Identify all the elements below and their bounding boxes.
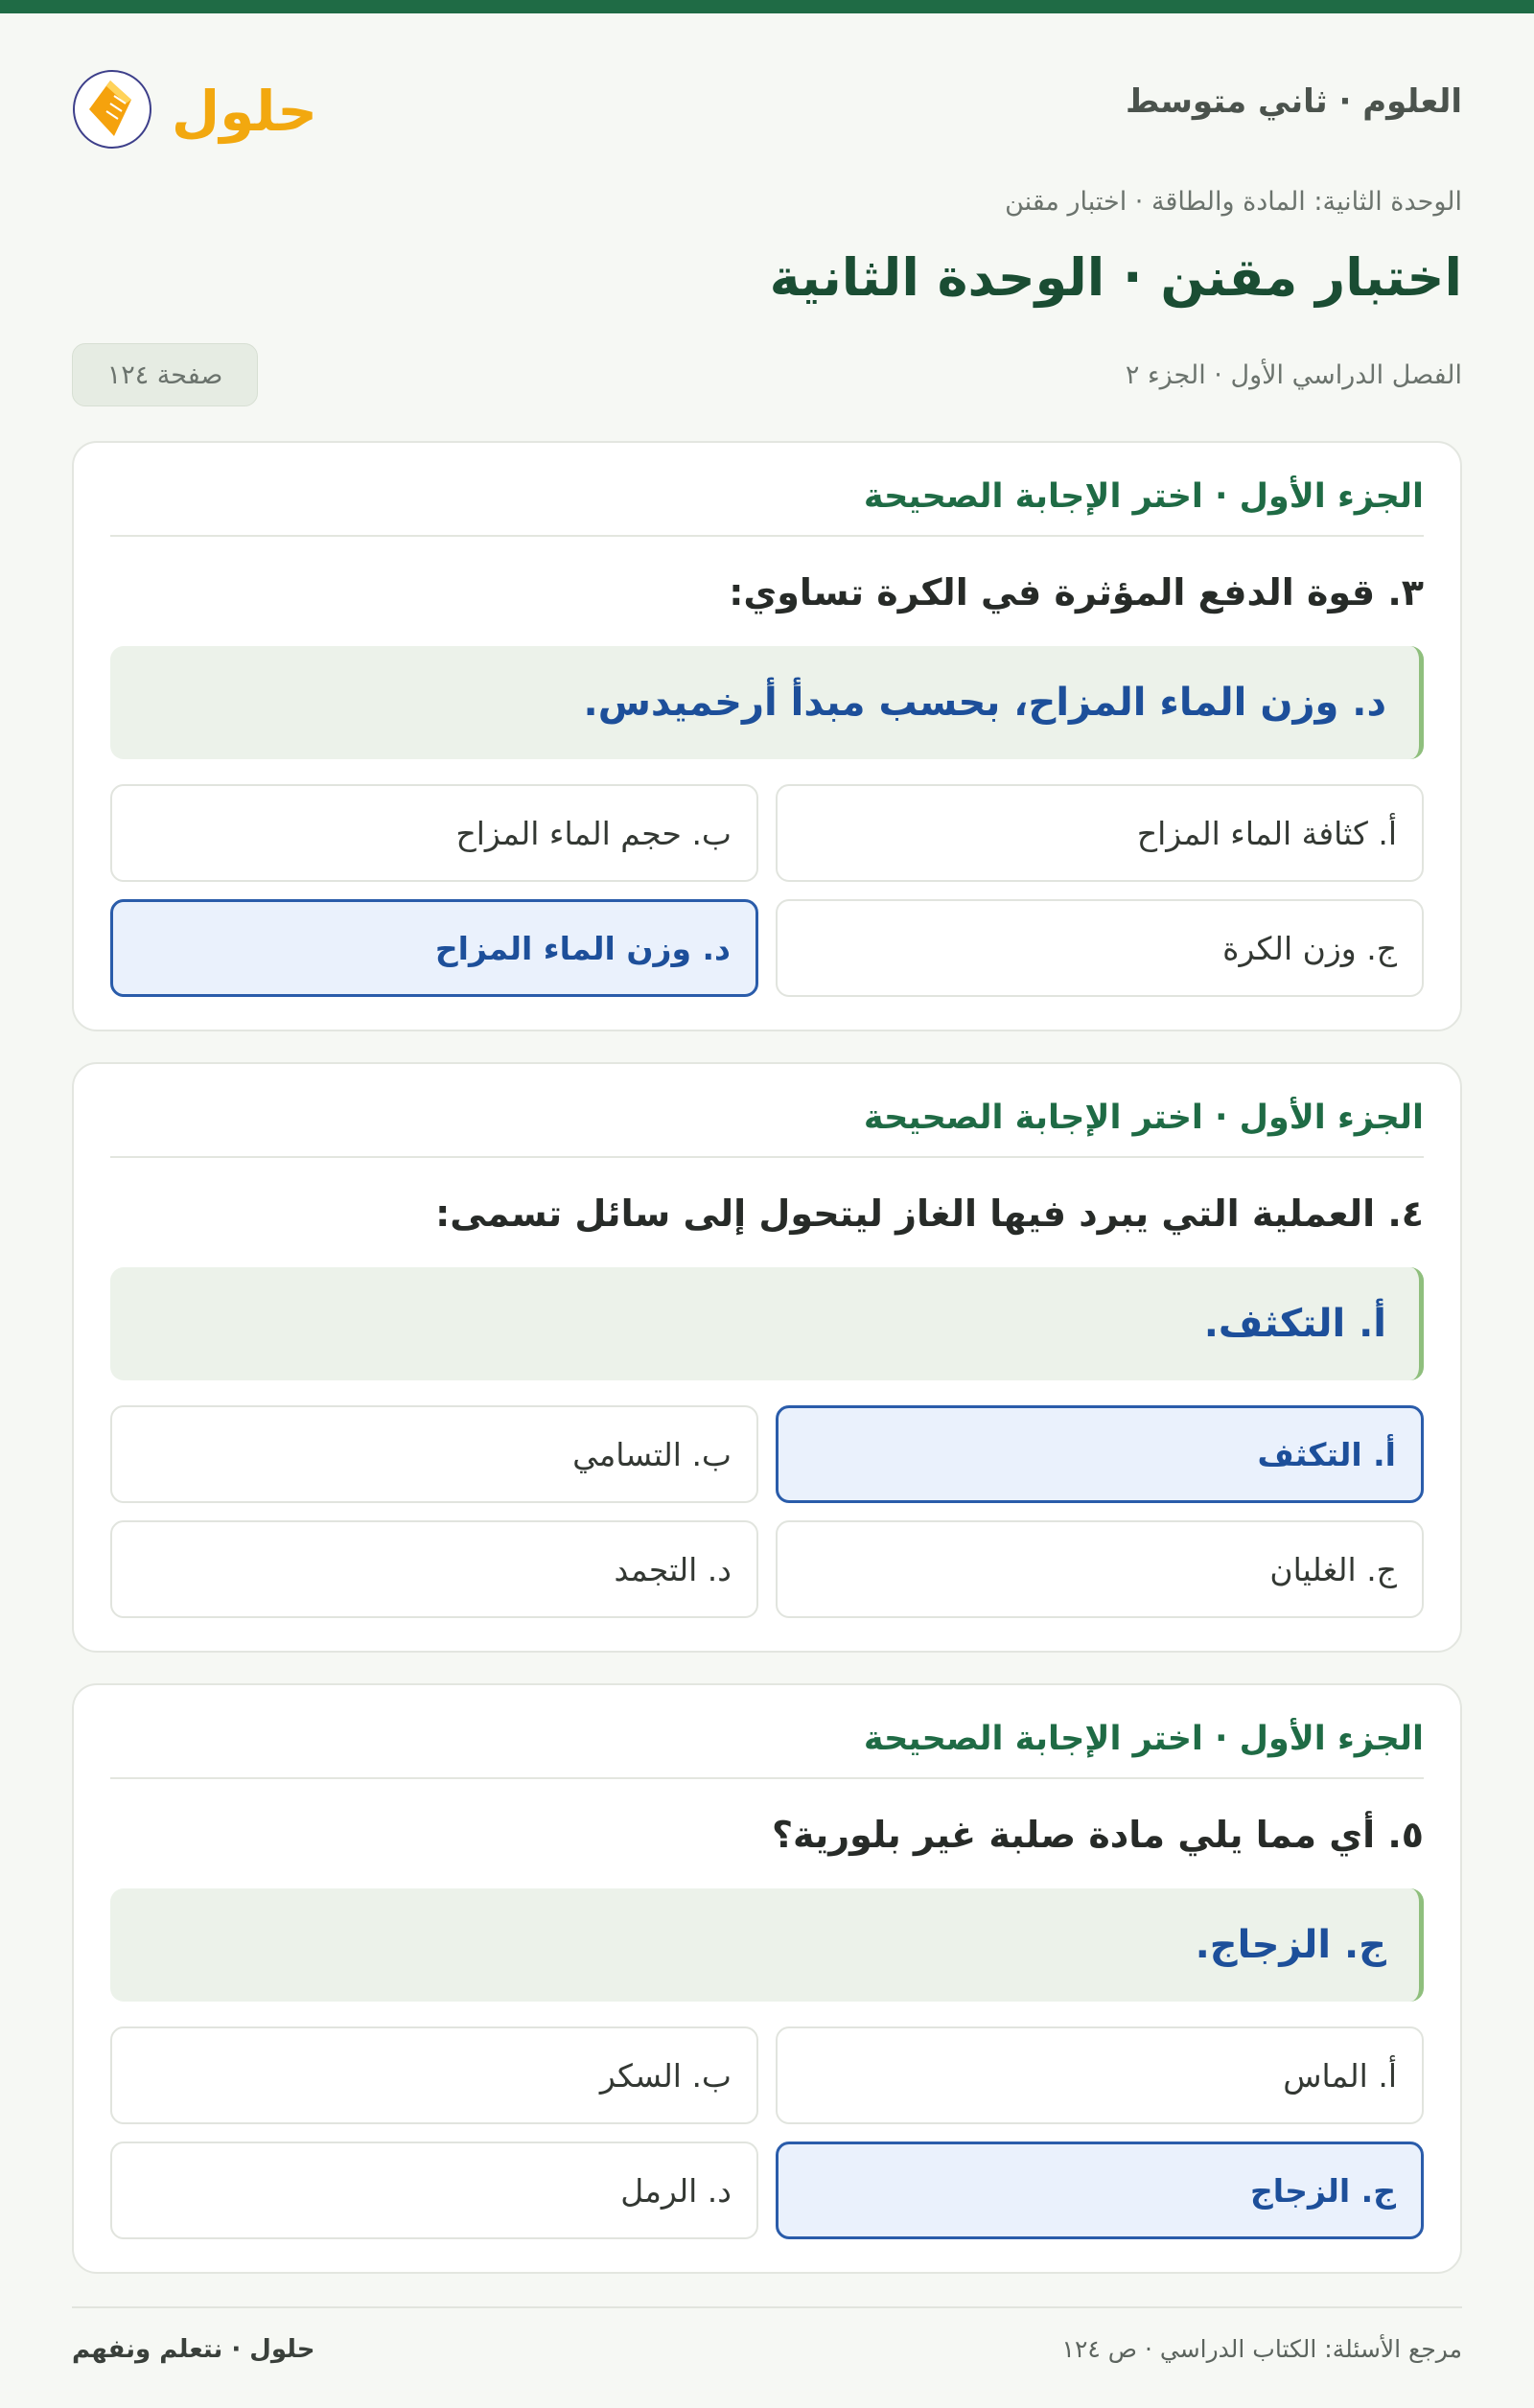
- option-c[interactable]: ج. وزن الكرة: [776, 899, 1424, 997]
- option-c[interactable]: ج. الغليان: [776, 1520, 1424, 1618]
- answer-box: [110, 1888, 1424, 2002]
- option-b[interactable]: ب. حجم الماء المزاح: [110, 784, 758, 882]
- question-text: ٣. قوة الدفع المؤثرة في الكرة تساوي:: [729, 571, 1424, 614]
- answer-text: أ. التكثف.: [1203, 1302, 1386, 1346]
- option-a[interactable]: أ. الماس: [776, 2026, 1424, 2124]
- section-divider: [110, 1156, 1424, 1158]
- answer-box: [110, 1267, 1424, 1380]
- answer-box: [110, 646, 1424, 759]
- semester-label: الفصل الدراسي الأول · الجزء ٢: [1125, 360, 1462, 390]
- breadcrumb: الوحدة الثانية: المادة والطاقة · اختبار مقنن: [1005, 187, 1462, 217]
- section-divider: [110, 1777, 1424, 1779]
- question-text: ٥. أي مما يلي مادة صلبة غير بلورية؟: [771, 1814, 1424, 1856]
- option-d-selected[interactable]: د. وزن الماء المزاح: [110, 899, 758, 997]
- question-text: ٤. العملية التي يبرد فيها الغاز ليتحول إلى سائل تسمى:: [435, 1192, 1424, 1235]
- top-accent-bar: [0, 0, 1534, 13]
- question-card-4: [72, 1062, 1462, 1653]
- option-a-selected[interactable]: أ. التكثف: [776, 1405, 1424, 1503]
- option-c-selected[interactable]: ج. الزجاج: [776, 2142, 1424, 2239]
- question-card-3: [72, 441, 1462, 1031]
- option-b[interactable]: ب. التسامي: [110, 1405, 758, 1503]
- option-a[interactable]: أ. كثافة الماء المزاح: [776, 784, 1424, 882]
- section-divider: [110, 535, 1424, 537]
- page-number-badge: صفحة ١٢٤: [72, 343, 258, 406]
- subject-title: العلوم · ثاني متوسط: [1126, 82, 1462, 121]
- option-d[interactable]: د. الرمل: [110, 2142, 758, 2239]
- footer-reference: مرجع الأسئلة: الكتاب الدراسي · ص ١٢٤: [1061, 2335, 1462, 2363]
- footer-brand: حلول · نتعلم ونفهم: [72, 2335, 315, 2364]
- answer-text: د. وزن الماء المزاح، بحسب مبدأ أرخميدس.: [583, 681, 1386, 725]
- section-title: الجزء الأول · اختر الإجابة الصحيحة: [863, 1720, 1424, 1758]
- footer-divider: [72, 2306, 1462, 2308]
- answer-text: ج. الزجاج.: [1195, 1923, 1386, 1967]
- section-title: الجزء الأول · اختر الإجابة الصحيحة: [863, 1099, 1424, 1137]
- option-d[interactable]: د. التجمد: [110, 1520, 758, 1618]
- logo-book-icon: [72, 54, 321, 159]
- brand-logo[interactable]: [72, 54, 321, 159]
- page-title: اختبار مقنن · الوحدة الثانية: [769, 247, 1462, 308]
- section-title: الجزء الأول · اختر الإجابة الصحيحة: [863, 477, 1424, 516]
- option-b[interactable]: ب. السكر: [110, 2026, 758, 2124]
- page-header: [72, 54, 1462, 159]
- question-card-5: [72, 1683, 1462, 2274]
- logo-wordmark: حلول: [171, 79, 318, 144]
